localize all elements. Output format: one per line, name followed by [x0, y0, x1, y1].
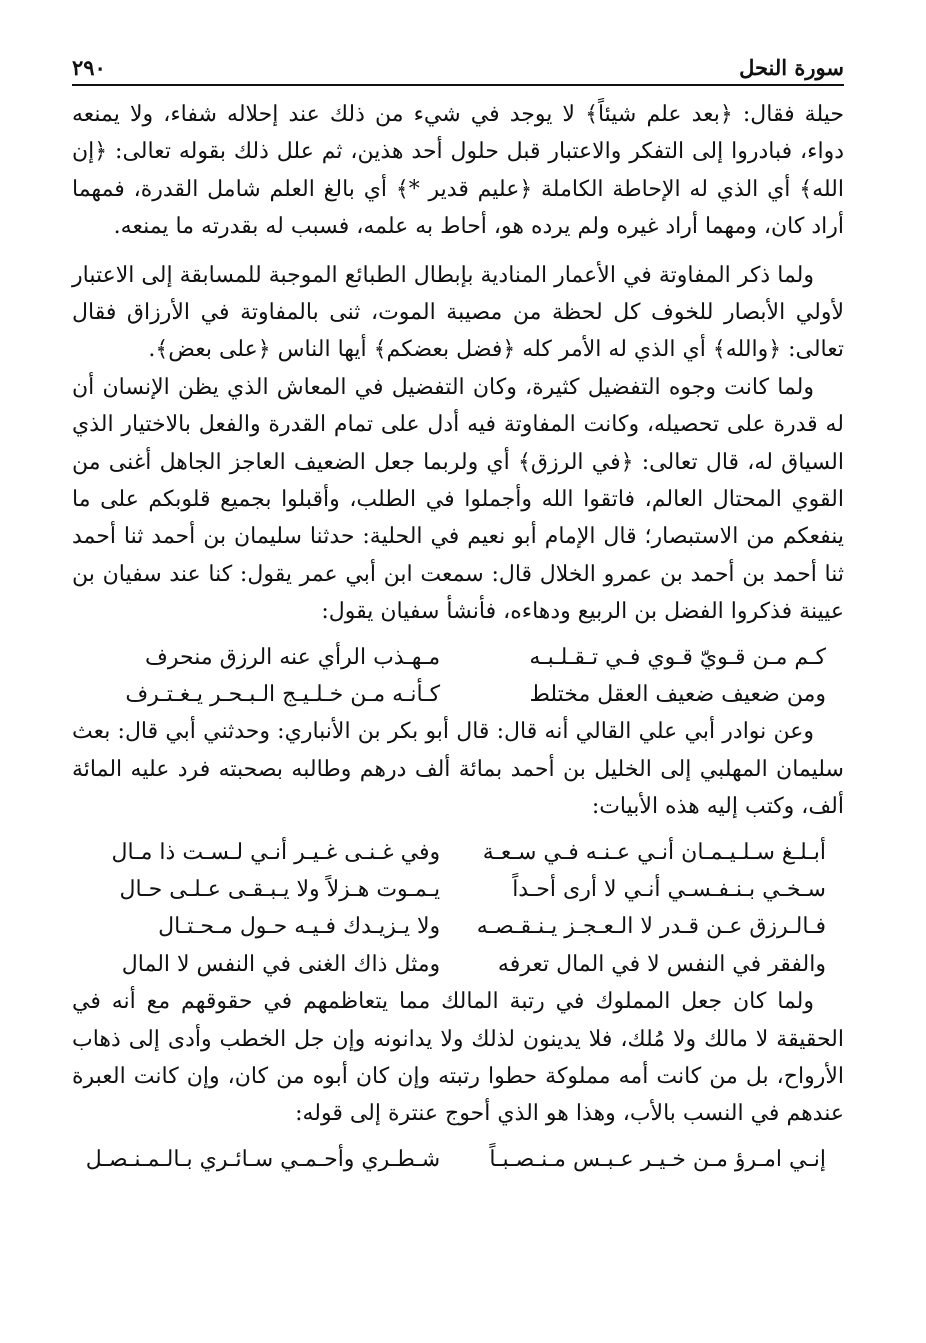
verse-line	[72, 908, 844, 945]
verse-second-hemistich: ولا يـزيـدك فـيـه حـول مـحـتـال	[158, 914, 441, 940]
poem-1	[72, 639, 844, 714]
paragraph-2: ولما ذكر المفاوتة في الأعمار المنادية بإبطال الطبائع الموجبة للمسابقة إلى الاعتبار لأولي الأبصار للخوف كل لحظة من مصيبة الموت، ثنى بالمفاوتة في الأرزاق فقال تعالى: ﴿والله﴾ أي الذي له الأمر كله ﴿فضل بعضكم﴾ أيها الناس ﴿على بعض﴾.	[72, 262, 844, 363]
page-header	[72, 42, 844, 80]
verse-first-hemistich: كـم مـن قـويّ قـوي فـي تـقـلـبـه	[529, 644, 826, 670]
header-rule	[72, 84, 844, 86]
surah-title: سورة النحل	[739, 55, 844, 80]
verse-second-hemistich: يـمـوت هـزلاً ولا يـبـقـى عـلـى حـال	[119, 877, 441, 903]
poem-3	[72, 1141, 844, 1178]
verse-second-hemistich: وفي غـنـى غـيـر أنـي لـسـت ذا مـال	[111, 839, 441, 865]
verse-line	[72, 834, 844, 871]
page-body	[72, 96, 844, 1178]
poem-2	[72, 834, 844, 984]
paragraph-5: ولما كان جعل المملوك في رتبة المالك مما يتعاظمهم في حقوقهم مع أنه في الحقيقة لا مالك ولا مُلك، فلا يدينون لذلك ولا يدانونه وإن جل الخطب وأدى إلى ذهاب الأرواح، بل من كانت أمه مملوكة حطوا رتبته وإن كان أبوه من كان، وإن كانت العبرة عندهم في النسب بالأب، وهذا هو الذي أحوج عنترة إلى قوله:	[72, 989, 844, 1127]
verse-second-hemistich: شـطـري وأحـمـي سـائـري بـالـمـنـصـل	[85, 1146, 441, 1172]
verse-line	[72, 1141, 844, 1178]
verse-first-hemistich: والفقر في النفس لا في المال تعرفه	[497, 951, 826, 977]
verse-line	[72, 946, 844, 983]
page-number: ٢٩٠	[72, 55, 106, 80]
verse-first-hemistich: ومن ضعيف ضعيف العقل مختلط	[529, 682, 826, 708]
verse-first-hemistich: إنـي امـرؤ مـن خـيـر عـبـس مـنـصـبـاً	[489, 1146, 826, 1172]
verse-second-hemistich: ومثل ذاك الغنى في النفس لا المال	[121, 951, 441, 977]
paragraph-1: حيلة فقال: ﴿بعد علم شيئاً﴾ لا يوجد في شيء من ذلك عند إحلاله شفاء، ولا يمنعه دواء، فبادروا إلى التفكر والاعتبار قبل حلول أحد هذين، ثم علل ذلك بقوله تعالى: ﴿إن الله﴾ أي الذي له الإحاطة الكاملة ﴿عليم قدير *﴾ أي بالغ العلم شامل القدرة، فمهما أراد كان، ومهما أراد غيره ولم يرده هو، أحاط به علمه، فسبب له بقدرته ما يمنعه.	[72, 102, 844, 240]
verse-line	[72, 639, 844, 676]
paragraph-4: وعن نوادر أبي علي القالي أنه قال: قال أبو بكر بن الأنباري: وحدثني أبي قال: بعث سليمان المهلبي إلى الخليل بن أحمد بمائة ألف درهم وطالبه بصحبته فرد عليه المائة ألف، وكتب إليه هذه الأبيات:	[72, 719, 844, 820]
verse-first-hemistich: أبـلـغ سـلـيـمـان أنـي عـنـه فـي سـعـة	[482, 839, 826, 865]
verse-first-hemistich: فـالـرزق عـن قـدر لا الـعـجـز يـنـقـصـه	[476, 914, 826, 940]
verse-line	[72, 871, 844, 908]
paragraph-3: ولما كانت وجوه التفضيل كثيرة، وكان التفضيل في المعاش الذي يظن الإنسان أن له قدرة على تحصيله، وكانت المفاوتة فيه أدل على تمام القدرة والفعل بالاختيار الذي السياق له، قال تعالى: ﴿في الرزق﴾ أي ولربما جعل الضعيف العاجز الجاهل أغنى من القوي المحتال العالم، فاتقوا الله وأجملوا في الطلب، وأقبلوا بجميع قلوبكم على ما ينفعكم من الاستبصار؛ قال الإمام أبو نعيم في الحلية: حدثنا سليمان بن أحمد ثنا أحمد ثنا أحمد بن أحمد بن عمرو الخلال قال: سمعت ابن أبي عمر يقول: كنا عند سفيان بن عيينة فذكروا الفضل بن الربيع ودهاءه، فأنشأ سفيان يقول:	[72, 374, 844, 625]
verse-second-hemistich: كـأنـه مـن خـلـيـج الـبـحـر يـغـتـرف	[125, 682, 441, 708]
verse-first-hemistich: سـخـي بـنـفـسـي أنـي لا أرى أحـداً	[512, 877, 826, 903]
verse-second-hemistich: مـهـذب الرأي عنه الرزق منحرف	[145, 644, 441, 670]
verse-line	[72, 676, 844, 713]
